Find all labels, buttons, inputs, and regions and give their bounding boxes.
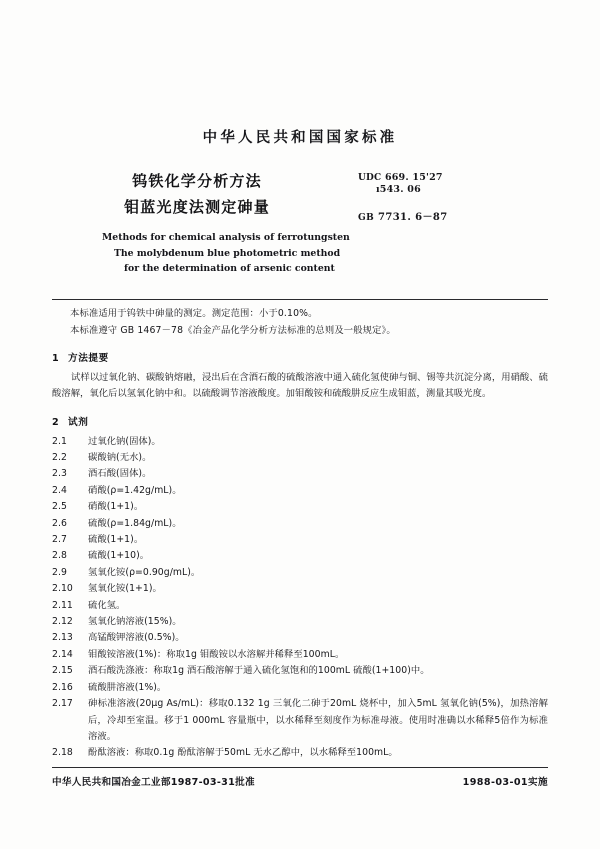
reagent-number: 2.14 — [52, 648, 73, 660]
udc-row — [358, 172, 548, 184]
reagent-text: 氢氧化铵(1+1)。 — [88, 583, 162, 595]
list-item — [52, 598, 548, 614]
english-title-block — [52, 230, 402, 277]
gb-row — [358, 208, 548, 223]
udc-label: UDC — [358, 173, 382, 183]
title-zone — [52, 168, 548, 230]
scope-line-2: 本标准遵守 GB 1467－78《冶金产品化学分析方法标准的总则及一般规定》。 — [70, 324, 396, 336]
list-item — [52, 548, 548, 564]
section-number-2: 2 — [52, 416, 60, 428]
list-item — [52, 581, 548, 597]
list-item — [52, 647, 548, 663]
reagent-text: 酒石酸洗涤液：称取1g 酒石酸溶解于通入硫化氢饱和的100mL 硫酸(1+100)中。 — [88, 665, 430, 677]
reagent-text: 硫酸(ρ=1.84g/mL)。 — [88, 517, 182, 529]
section-number-1: 1 — [52, 353, 60, 364]
reagent-text: 硫酸(1+10)。 — [88, 550, 150, 562]
list-item — [52, 663, 548, 679]
list-item — [52, 630, 548, 646]
udc-value: 669. 15'27 — [384, 172, 443, 183]
section-title-1: 方法提要 — [68, 353, 109, 364]
gb-value: 7731. 6－87 — [377, 212, 448, 223]
list-item — [52, 434, 548, 450]
title-line-2: 钼蓝光度法测定砷量 — [124, 198, 270, 216]
masthead — [0, 126, 600, 147]
list-item — [52, 745, 548, 761]
reagent-number: 2.2 — [52, 452, 67, 463]
reagent-number: 2.12 — [52, 616, 73, 628]
reagent-text: 硝酸(1+1)。 — [88, 501, 144, 513]
reagent-number: 2.16 — [52, 681, 73, 693]
reagent-list — [52, 434, 548, 762]
udc-sub-value: ı543. 06 — [376, 184, 421, 195]
reagent-number: 2.1 — [52, 435, 67, 447]
list-item — [52, 450, 548, 466]
reagent-text: 氢氧化铵(ρ=0.90g/mL)。 — [88, 566, 201, 578]
section-1-paragraph: 试样以过氧化钠、碳酸钠熔融，浸出后在含酒石酸的硫酸溶液中通入硫化氢使砷与铜、锡等共沉淀分离，用硝酸、硫酸溶解，氧化后以氢氧化钠中和。以硫酸调节溶液酸度。加钼酸铵和硫酸肼反应生成钼蓝，测量其吸光度。 — [52, 372, 548, 400]
section-heading-1 — [52, 350, 548, 364]
reagent-number: 2.7 — [52, 534, 67, 546]
reagent-text: 碳酸钠(无水)。 — [88, 452, 152, 463]
section-title-2: 试剂 — [68, 416, 89, 428]
reagent-text: 硫酸肼溶液(1%)。 — [88, 681, 167, 693]
header-divider — [52, 299, 548, 300]
footer-approval-text: 中华人民共和国冶金工业部1987-03-31批准 — [52, 777, 255, 788]
reagent-text: 酒石酸(固体)。 — [88, 468, 152, 480]
footer-implementation-date: 1988-03-01实施 — [462, 777, 548, 788]
reagent-number: 2.6 — [52, 517, 67, 529]
list-item — [52, 565, 548, 581]
reagent-text: 硫化氢。 — [88, 599, 126, 611]
list-item — [52, 532, 548, 548]
english-title-line-2: The molybdenum blue photometric method — [114, 247, 341, 259]
reagent-text: 硝酸(ρ=1.42g/mL)。 — [88, 484, 182, 496]
reagent-text: 过氧化钠(固体)。 — [88, 435, 161, 447]
list-item — [52, 516, 548, 532]
list-item — [52, 680, 548, 696]
reagent-number: 2.17 — [52, 698, 73, 710]
reagent-text: 硫酸(1+1)。 — [88, 534, 144, 546]
reagent-number: 2.18 — [52, 747, 73, 759]
section-heading-2 — [52, 414, 548, 428]
reagent-number: 2.5 — [52, 501, 67, 513]
reagent-number: 2.4 — [52, 484, 67, 496]
document-body — [52, 306, 548, 762]
scope-line-1: 本标准适用于钨铁中砷量的测定。测定范围：小于0.10%。 — [70, 308, 318, 319]
list-item — [52, 499, 548, 515]
reagent-number: 2.15 — [52, 665, 73, 677]
reagent-number: 2.8 — [52, 550, 67, 562]
reagent-number: 2.11 — [52, 599, 73, 611]
reagent-text: 氢氧化钠溶液(15%)。 — [88, 616, 182, 628]
reagent-text: 钼酸铵溶液(1%)：称取1g 钼酸铵以水溶解并稀释至100mL。 — [88, 648, 345, 660]
list-item — [52, 483, 548, 499]
page-footer — [52, 771, 548, 791]
document-title — [52, 168, 342, 220]
gb-label: GB — [358, 213, 375, 223]
reagent-number: 2.10 — [52, 583, 73, 595]
list-item — [52, 614, 548, 630]
reagent-number: 2.9 — [52, 566, 67, 578]
standard-code-block — [358, 172, 548, 223]
english-title-line-3: for the determination of arsenic content — [124, 263, 335, 274]
reagent-number: 2.3 — [52, 468, 67, 480]
reagent-text: 高锰酸钾溶液(0.5%)。 — [88, 632, 185, 644]
reagent-text: 砷标准溶液(20μg As/mL)：移取0.132 1g 三氧化二砷于20mL 烧杯中，加入5mL 氢氧化钠(5%)，加热溶解后，冷却至室温。移于1 000mL 容量瓶中，以水稀释至刻度作为标准母液。使用时准确以水稀释5倍作为标准溶液。 — [88, 698, 548, 742]
masthead-title: 中华人民共和国国家标准 — [202, 130, 398, 146]
footer-divider — [52, 767, 548, 768]
english-title-line-1: Methods for chemical analysis of ferrotungsten — [102, 232, 350, 243]
list-item — [52, 466, 548, 482]
reagent-text: 酚酞溶液：称取0.1g 酚酞溶解于50mL 无水乙醇中，以水稀释至100mL。 — [88, 747, 398, 759]
list-item — [52, 696, 548, 745]
title-line-1: 钨铁化学分析方法 — [132, 172, 262, 190]
reagent-number: 2.13 — [52, 632, 73, 644]
